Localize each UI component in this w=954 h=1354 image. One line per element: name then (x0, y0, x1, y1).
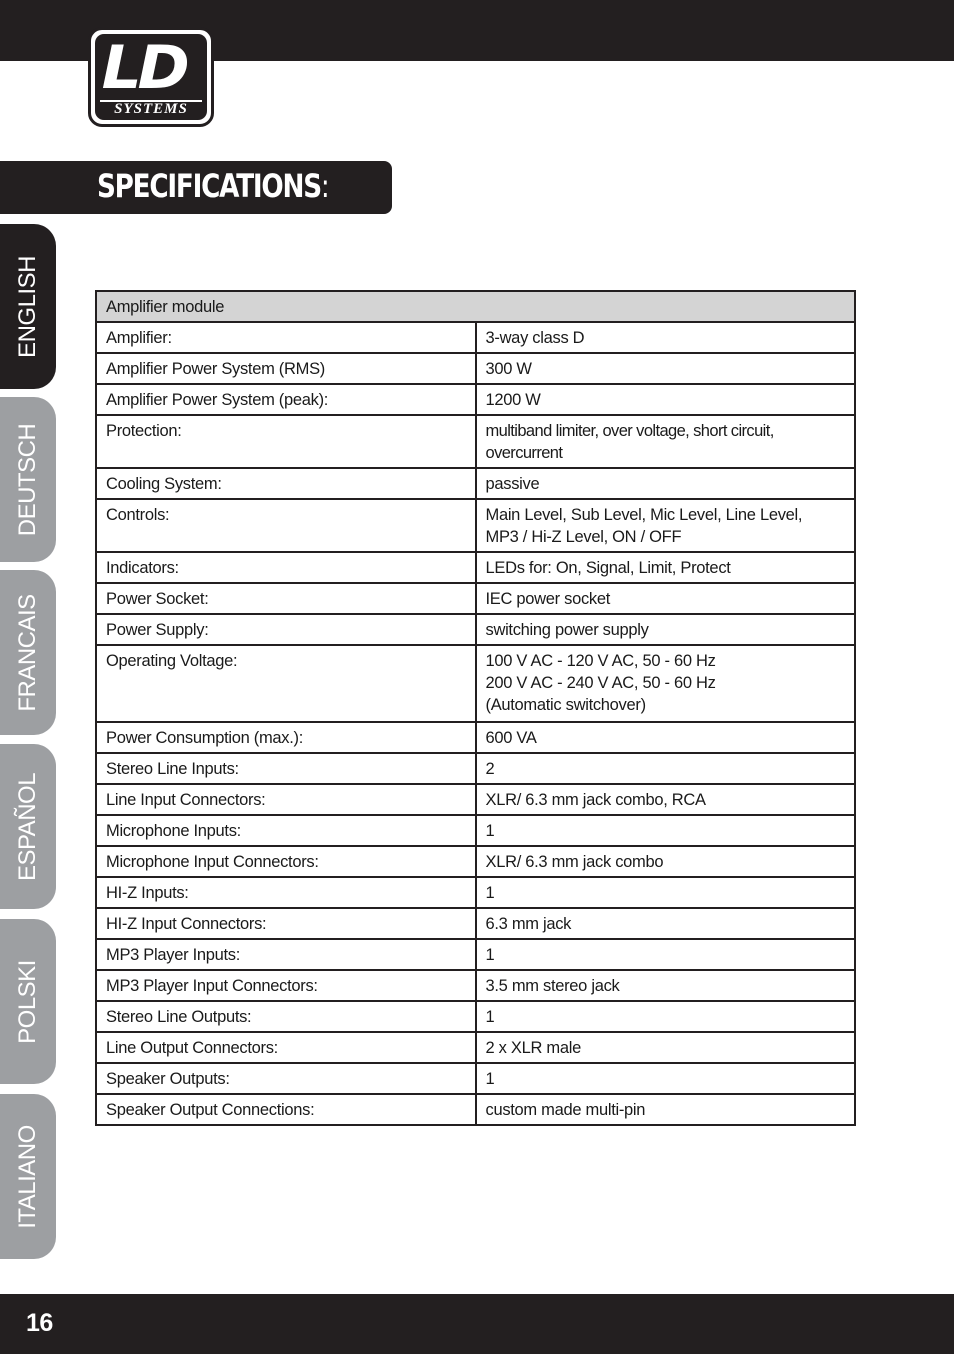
tab-english[interactable] (0, 224, 56, 389)
row-label: Microphone Inputs: (96, 815, 476, 846)
row-value: 6.3 mm jack (476, 908, 856, 939)
tab-espanol-label: ESPAÑOL (14, 772, 41, 881)
specifications-table (95, 290, 856, 1126)
table-row (96, 583, 855, 614)
row-value: LEDs for: On, Signal, Limit, Protect (476, 552, 856, 583)
row-label: Amplifier: (96, 322, 476, 353)
row-value: multiband limiter, over voltage, short circuit, overcurrent (476, 415, 856, 468)
table-row (96, 1094, 855, 1125)
table-row (96, 614, 855, 645)
row-value: custom made multi-pin (476, 1094, 856, 1125)
row-label: Power Consumption (max.): (96, 722, 476, 753)
row-value: XLR/ 6.3 mm jack combo, RCA (476, 784, 856, 815)
table-row (96, 877, 855, 908)
table-row (96, 846, 855, 877)
row-label: Indicators: (96, 552, 476, 583)
row-value: IEC power socket (476, 583, 856, 614)
row-value: 300 W (476, 353, 856, 384)
row-label: HI-Z Input Connectors: (96, 908, 476, 939)
row-label: HI-Z Inputs: (96, 877, 476, 908)
row-label: Cooling System: (96, 468, 476, 499)
row-value: 3.5 mm stereo jack (476, 970, 856, 1001)
row-value: 600 VA (476, 722, 856, 753)
table-row (96, 939, 855, 970)
table-row (96, 908, 855, 939)
table-row (96, 1032, 855, 1063)
logo-letters: LD (101, 33, 186, 103)
row-value: XLR/ 6.3 mm jack combo (476, 846, 856, 877)
tab-francais-label: FRANCAIS (14, 593, 41, 712)
row-label: MP3 Player Inputs: (96, 939, 476, 970)
row-label: Speaker Outputs: (96, 1063, 476, 1094)
table-row (96, 1001, 855, 1032)
row-label: Stereo Line Inputs: (96, 753, 476, 784)
row-value: 1 (476, 1063, 856, 1094)
row-label: Stereo Line Outputs: (96, 1001, 476, 1032)
table-row (96, 784, 855, 815)
row-label: Power Supply: (96, 614, 476, 645)
row-value: switching power supply (476, 614, 856, 645)
row-label: Line Input Connectors: (96, 784, 476, 815)
tab-francais[interactable] (0, 570, 56, 735)
row-label: Protection: (96, 415, 476, 468)
row-label: Microphone Input Connectors: (96, 846, 476, 877)
bottom-bar (0, 1294, 954, 1354)
row-label: Line Output Connectors: (96, 1032, 476, 1063)
row-value: Main Level, Sub Level, Mic Level, Line Level, MP3 / Hi-Z Level, ON / OFF (476, 499, 856, 552)
tab-polski[interactable] (0, 919, 56, 1084)
row-label: Power Socket: (96, 583, 476, 614)
logo-subtitle: SYSTEMS (100, 100, 202, 116)
row-value: 1 (476, 1001, 856, 1032)
tab-espanol[interactable] (0, 744, 56, 909)
page-title-colon: : (320, 167, 329, 205)
tab-english-label: ENGLISH (14, 255, 41, 358)
ld-systems-logo (88, 27, 214, 127)
row-label: Controls: (96, 499, 476, 552)
row-value: passive (476, 468, 856, 499)
table-row (96, 1063, 855, 1094)
row-value: 2 x XLR male (476, 1032, 856, 1063)
logo-background (95, 34, 207, 120)
table-row (96, 815, 855, 846)
row-label: MP3 Player Input Connectors: (96, 970, 476, 1001)
table-row (96, 415, 855, 468)
row-value: 1 (476, 939, 856, 970)
row-value: 3-way class D (476, 322, 856, 353)
row-value: 1 (476, 877, 856, 908)
section-title: Amplifier module (96, 291, 855, 322)
table-row (96, 499, 855, 552)
tab-polski-label: POLSKI (14, 959, 41, 1044)
row-value: 1 (476, 815, 856, 846)
row-label: Amplifier Power System (RMS) (96, 353, 476, 384)
table-row (96, 970, 855, 1001)
table-row (96, 353, 855, 384)
page-number: 16 (26, 1309, 53, 1337)
table-row (96, 753, 855, 784)
table-row (96, 552, 855, 583)
row-value: 2 (476, 753, 856, 784)
tab-italiano-label: ITALIANO (14, 1124, 41, 1229)
page-title (97, 167, 329, 205)
row-label: Operating Voltage: (96, 645, 476, 722)
table-row (96, 468, 855, 499)
tab-italiano[interactable] (0, 1094, 56, 1259)
table-section-row (96, 291, 855, 322)
tab-deutsch-label: DEUTSCH (14, 423, 41, 536)
table-row (96, 384, 855, 415)
page-title-text: SPECIFICATIONS (97, 167, 321, 205)
table-row (96, 722, 855, 753)
tab-deutsch[interactable] (0, 397, 56, 562)
row-value: 1200 W (476, 384, 856, 415)
table-row (96, 322, 855, 353)
row-label: Speaker Output Connections: (96, 1094, 476, 1125)
row-label: Amplifier Power System (peak): (96, 384, 476, 415)
row-value: 100 V AC - 120 V AC, 50 - 60 Hz 200 V AC - 240 V AC, 50 - 60 Hz (Automatic switchover) (476, 645, 856, 722)
table-row (96, 645, 855, 722)
